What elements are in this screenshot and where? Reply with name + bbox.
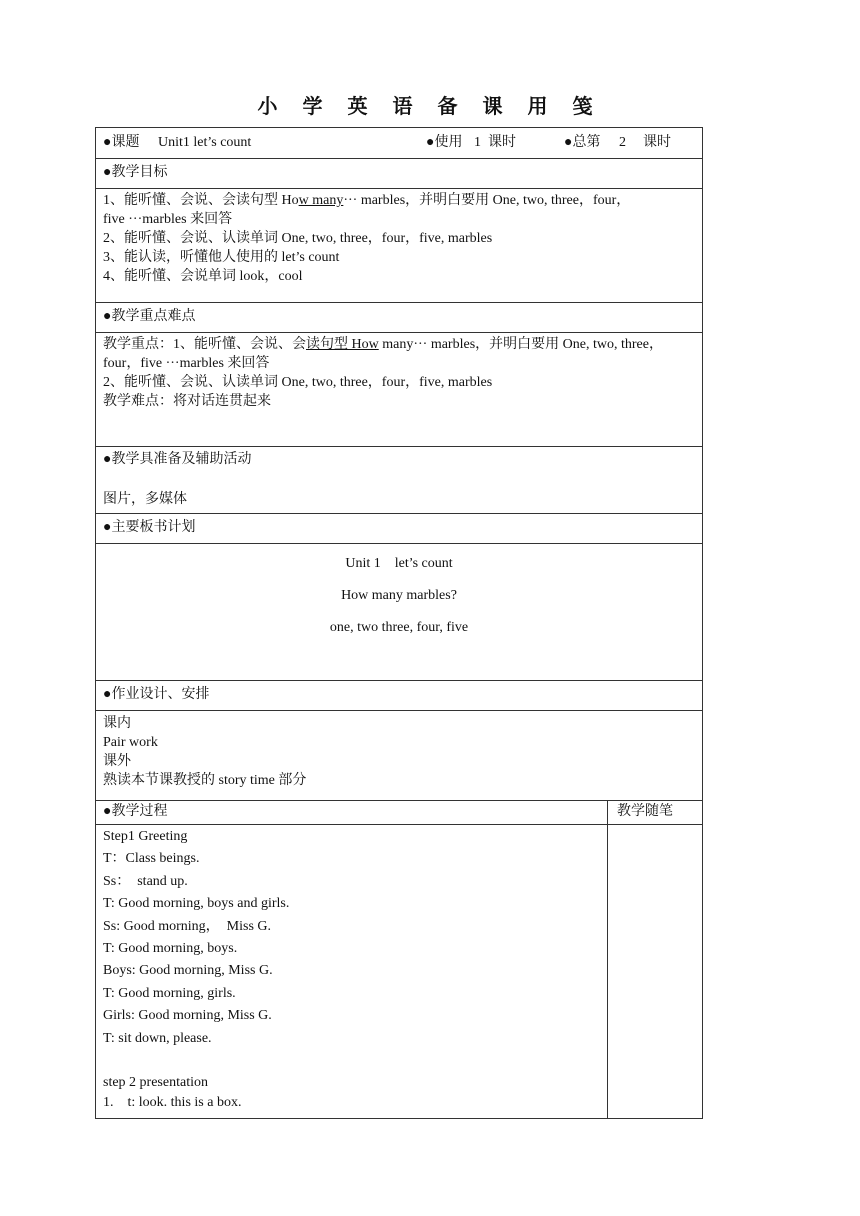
total-unit: 课时	[643, 134, 671, 150]
process-line: Step1 Greeting	[103, 829, 188, 844]
after-class-label: 课外	[103, 754, 131, 769]
board-plan-heading: ●主要板书计划	[96, 514, 702, 544]
process-content	[96, 825, 608, 1118]
key-point-line-2: four，five ···marbles 来回答	[103, 356, 270, 371]
materials-heading: ●教学具准备及辅助活动	[103, 452, 252, 467]
process-line: Ss: Good morning， Miss G.	[103, 918, 272, 934]
process-line: Girls: Good morning, Miss G.	[103, 1008, 272, 1024]
process-line: T: Good morning, girls.	[103, 985, 236, 1001]
notes-column	[608, 825, 702, 1118]
objective-line-3: 2、能听懂、会说、认读单词 One, two, three，four，five, marbles	[103, 231, 493, 246]
process-line-blank	[103, 1052, 600, 1074]
board-line-2: How many marbles?	[341, 588, 457, 603]
header-row	[96, 128, 702, 159]
lesson-plan-table	[95, 127, 703, 1119]
after-class-content: 熟读本节课教授的 story time 部分	[103, 773, 307, 788]
objective-line-5: 4、能听懂、会说单词 look，cool	[103, 269, 303, 284]
in-class-label: 课内	[103, 716, 131, 731]
process-line: T: sit down, please.	[103, 1030, 212, 1046]
objective-line-2: five ···marbles 来回答	[103, 212, 233, 227]
process-line: 1. t: look. this is a box.	[103, 1095, 242, 1111]
process-line: T：Class beings.	[103, 851, 200, 867]
process-header-row	[96, 801, 702, 825]
total-value: 2	[619, 134, 626, 150]
materials-section	[96, 447, 702, 514]
process-line: T: Good morning, boys and girls.	[103, 896, 290, 912]
notes-heading: 教学随笔	[617, 804, 673, 819]
process-line: Boys: Good morning, Miss G.	[103, 963, 273, 979]
key-points-heading: ●教学重点难点	[96, 303, 702, 333]
topic-label: ●课题	[103, 134, 140, 150]
topic-value: Unit1 let’s count	[158, 134, 252, 150]
objectives-content	[96, 189, 702, 303]
materials-content: 图片，多媒体	[103, 492, 187, 507]
objective-line-4: 3、能认读，听懂他人使用的 let’s count	[103, 250, 340, 265]
key-point-line-1: 教学重点：1、能听懂、会说、会读句型 How many··· marbles，并明白要用 One, two, three，	[103, 337, 663, 352]
homework-heading: ●作业设计、安排	[96, 681, 702, 711]
process-line: step 2 presentation	[103, 1075, 208, 1091]
board-plan-content	[96, 544, 702, 681]
key-points-content	[96, 333, 702, 447]
process-line: Ss： stand up.	[103, 873, 188, 889]
total-label: ●总第	[564, 134, 601, 150]
process-body-row	[96, 825, 702, 1118]
key-point-line-4: 教学难点：将对话连贯起来	[103, 394, 271, 409]
board-line-1: Unit 1 let’s count	[345, 556, 453, 571]
process-heading: ●教学过程	[96, 801, 608, 824]
objectives-heading: ●教学目标	[96, 159, 702, 189]
homework-content	[96, 711, 702, 801]
use-unit: 课时	[488, 134, 516, 150]
board-line-3: one, two three, four, five	[329, 620, 469, 635]
key-point-line-3: 2、能听懂、会说、认读单词 One, two, three，four，five, marbles	[103, 375, 493, 390]
in-class-content: Pair work	[103, 735, 158, 750]
process-line: T: Good morning, boys.	[103, 940, 238, 956]
objective-line-1: 1、能听懂、会说、会读句型 How many··· marbles，并明白要用 One, two, three，four，	[103, 193, 631, 208]
use-value: 1	[474, 134, 481, 150]
page-title: 小 学 英 语 备 课 用 笺	[257, 96, 603, 118]
use-label: ●使用	[426, 134, 463, 150]
